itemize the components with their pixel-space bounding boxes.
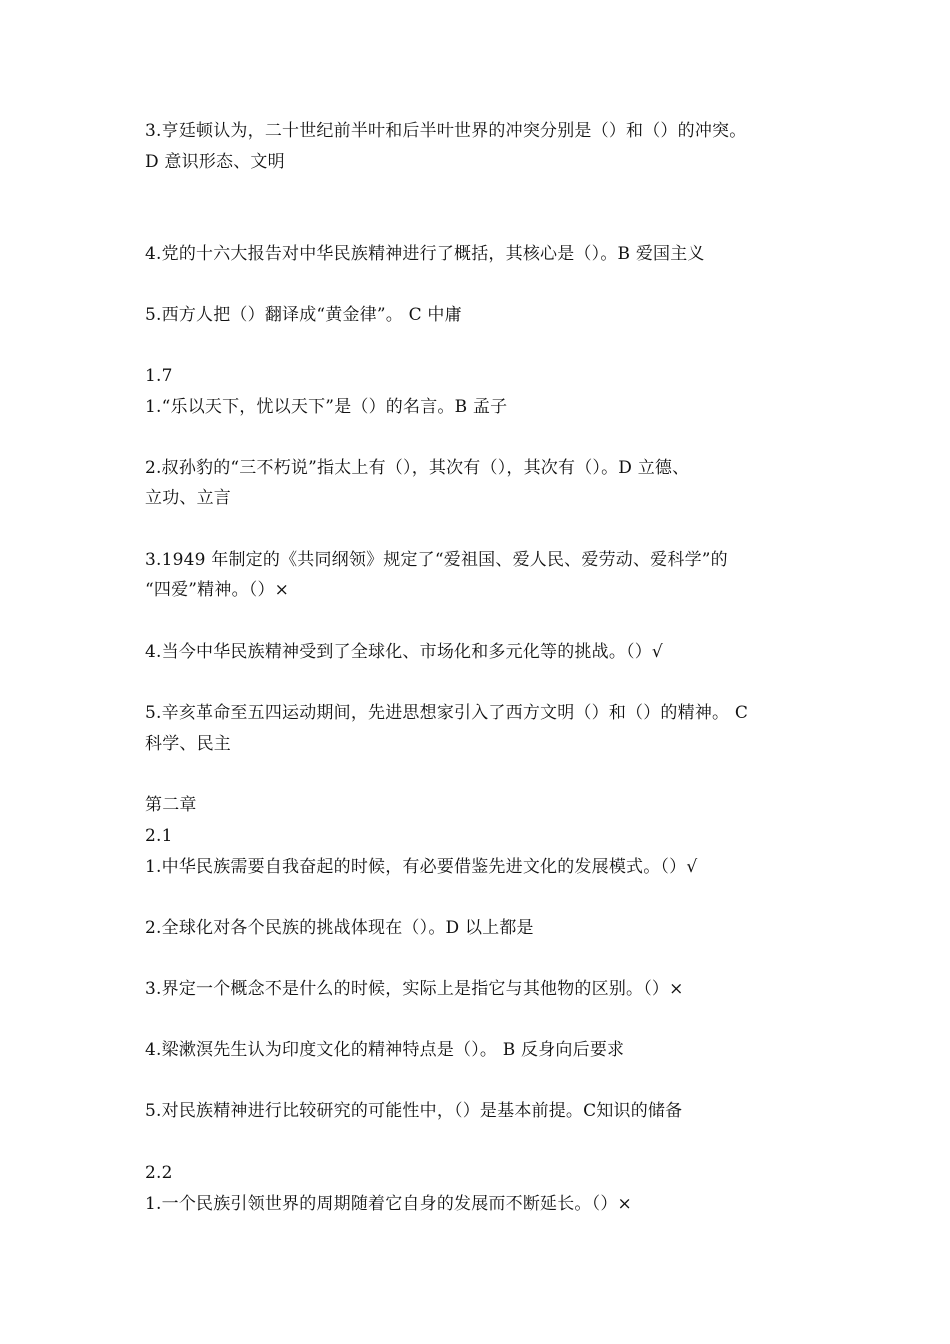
text-line: 科学、民主 bbox=[145, 734, 231, 754]
text-line: 3.亨廷顿认为，二十世纪前半叶和后半叶世界的冲突分别是（）和（）的冲突。 bbox=[145, 121, 747, 141]
text-line: 5.辛亥革命至五四运动期间，先进思想家引入了西方文明（）和（）的精神。 C bbox=[145, 703, 749, 723]
text-line: 5.西方人把（）翻译成“黄金律”。 C 中庸 bbox=[145, 305, 462, 325]
section-number: 2.2 bbox=[145, 1163, 173, 1183]
text-line: 1.一个民族引领世界的周期随着它自身的发展而不断延长。（）× bbox=[145, 1194, 632, 1214]
section-number: 2.1 bbox=[145, 826, 173, 846]
text-line: “四爱”精神。（）× bbox=[145, 580, 290, 600]
text-line: 2.叔孙豹的“三不朽说”指太上有（），其次有（），其次有（）。D 立德、 bbox=[145, 458, 690, 478]
text-line: 4.当今中华民族精神受到了全球化、市场化和多元化等的挑战。（）√ bbox=[145, 642, 663, 662]
text-line: 1.“乐以天下，忧以天下”是（）的名言。B 孟子 bbox=[145, 397, 508, 417]
text-line: 2.全球化对各个民族的挑战体现在（）。D 以上都是 bbox=[145, 918, 534, 938]
text-line: 3.界定一个概念不是什么的时候，实际上是指它与其他物的区别。（）× bbox=[145, 979, 684, 999]
text-line: 1.中华民族需要自我奋起的时候，有必要借鉴先进文化的发展模式。（）√ bbox=[145, 857, 698, 877]
section-number: 1.7 bbox=[145, 366, 173, 386]
text-line: 4.党的十六大报告对中华民族精神进行了概括，其核心是（）。B 爱国主义 bbox=[145, 244, 705, 264]
text-line: 4.梁漱溟先生认为印度文化的精神特点是（）。 B 反身向后要求 bbox=[145, 1040, 625, 1060]
text-line: 立功、立言 bbox=[145, 488, 231, 508]
text-line: 5.对民族精神进行比较研究的可能性中，（）是基本前提。C知识的储备 bbox=[145, 1101, 683, 1121]
chapter-heading: 第二章 bbox=[145, 795, 197, 815]
text-line: D 意识形态、文明 bbox=[145, 152, 285, 172]
text-line: 3.1949 年制定的《共同纲领》规定了“爱祖国、爱人民、爱劳动、爱科学”的 bbox=[145, 550, 728, 570]
